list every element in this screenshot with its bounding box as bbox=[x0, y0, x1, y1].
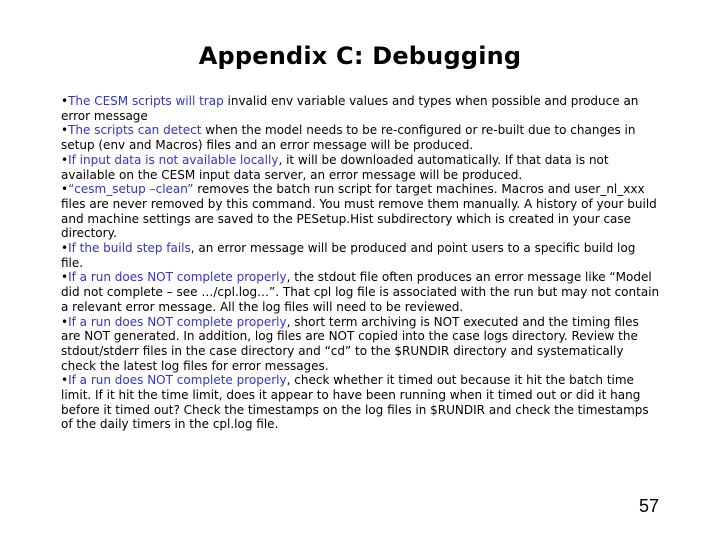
bullet-marker: • bbox=[61, 182, 69, 197]
bullet-text: invalid env variable values and types when possible and produce an error message bbox=[61, 94, 639, 123]
slide-title: Appendix C: Debugging bbox=[198, 42, 522, 70]
bullet-highlight: If a run does NOT complete properly bbox=[68, 270, 287, 285]
bullet-text: , short term archiving is NOT executed and the timing files are NOT generated. In addition, log files are NOT copied into the case logs directory. Review the stdout/stderr files in the case directory and “cd” to the $RUNDIR directory and systematically check the latest log files for error messages. bbox=[61, 314, 639, 373]
bullet-marker: • bbox=[61, 373, 69, 388]
bullet-highlight: The scripts can detect bbox=[68, 123, 202, 138]
bullet-text: , the stdout file often produces an error message like “Model did not complete – see …/cpl.log…”. That cpl log file is associated with the run but may not contain a relevant error message. All the log files will need to be reviewed. bbox=[61, 270, 660, 314]
bullet-marker: • bbox=[61, 314, 69, 329]
bullet-marker: • bbox=[61, 123, 69, 138]
bullet-text: when the model needs to be re-configured or re-built due to changes in setup (env and Macros) files and an error message will be produced. bbox=[61, 123, 636, 153]
bullet-marker: • bbox=[61, 241, 69, 256]
bullet-text: , it will be downloaded automatically. If that data is not available on the CESM input data server, an error message will be produced. bbox=[61, 152, 609, 182]
bullet-paragraph bbox=[61, 315, 661, 374]
bullet-paragraph bbox=[61, 153, 661, 182]
bullet-marker: • bbox=[61, 270, 69, 285]
slide-body bbox=[61, 94, 661, 432]
bullet-text: , check whether it timed out because it hit the batch time limit. If it hit the time limit, does it appear to have been running when it timed out or did it hang before it timed out? Check the timestamps on the log files in $RUNDIR and check the timestamps of the daily timers in the cpl.log file. bbox=[61, 373, 649, 432]
bullet-highlight: If a run does NOT complete properly bbox=[68, 314, 287, 329]
bullet-highlight: If input data is not available locally bbox=[68, 152, 279, 167]
page-number: 57 bbox=[638, 496, 659, 516]
bullet-highlight: If a run does NOT complete properly bbox=[68, 373, 287, 388]
bullet-paragraph bbox=[61, 241, 661, 270]
bullet-marker: • bbox=[61, 94, 69, 108]
bullet-marker: • bbox=[61, 152, 69, 167]
bullet-paragraph bbox=[61, 94, 661, 123]
bullet-paragraph bbox=[61, 373, 661, 432]
bullet-highlight: “cesm_setup –clean” bbox=[68, 182, 194, 197]
bullet-highlight: If the build step fails bbox=[68, 241, 191, 256]
bullet-paragraph bbox=[61, 270, 661, 314]
bullet-paragraph bbox=[61, 182, 661, 241]
bullet-highlight: The CESM scripts will trap bbox=[68, 94, 224, 108]
bullet-text: , an error message will be produced and point users to a specific build log file. bbox=[61, 241, 636, 270]
bullet-paragraph bbox=[61, 123, 661, 152]
bullet-text: removes the batch run script for target machines. Macros and user_nl_xxx files are never removed by this command. You must remove them manually. A history of your build and machine settings are saved to the PESetup.Hist subdirectory which is created in your case directory. bbox=[61, 182, 657, 241]
